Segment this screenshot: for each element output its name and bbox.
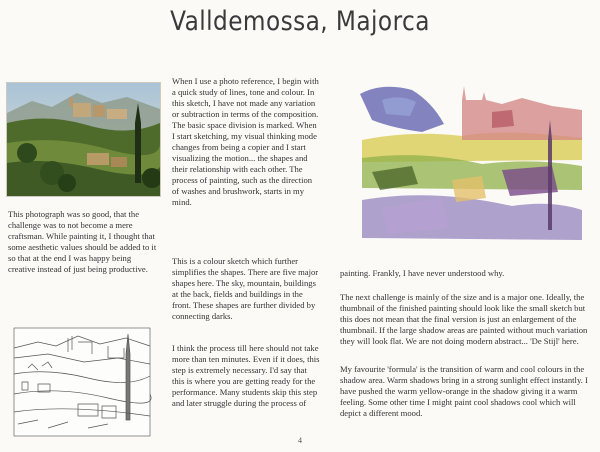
pencil-sketch	[8, 324, 156, 440]
page-number: 4	[298, 436, 302, 445]
watercolour-sketch	[352, 80, 592, 250]
column2-paragraph-1: When I use a photo reference, I begin with a quick study of lines, tone and colour. In this sketch, I have not made any variation or subtraction in terms of the composition. The basic space division is marked. When I start sketching, my visual thinking mode changes from being a copier and I start visualizing the motion... the shapes and their relationship with each other. The process of painting, such as the direction of washes and brushwork, starts in my mind.	[172, 76, 319, 207]
photo-caption: This photograph was so good, that the challenge was to not become a mere craftsman. While painting it, I thought that some aesthetic values should be added to it so that at the end I was happy being creative instead of just being productive.	[8, 209, 157, 274]
column2-paragraph-2: This is a colour sketch which further simplifies the shapes. There are five major shapes here. The sky, mountain, buildings at the back, fields and buildings in the front. These shapes are further divided by connecting darks.	[172, 256, 319, 321]
reference-photograph	[6, 82, 161, 197]
column3-paragraph-3: My favourite 'formula' is the transition of warm and cool colours in the shadow area. Warm shadows bring in a strong sunlight effect instantly. I have pushed the warm yellow-orange in the shadow giving it a warm feeling. Some other time I might paint cool shadows cool which will depict a different mood.	[340, 364, 588, 418]
page-title: Valldemossa, Majorca	[170, 6, 430, 37]
column2-paragraph-3: I think the process till here should not take more than ten minutes. Even if it does, this step is extremely necessary. I'd say that this is where you are getting ready for the performance. Many students skip this step and later struggle during the process of	[172, 343, 320, 408]
column3-paragraph-1: painting. Frankly, I have never understood why.	[340, 268, 505, 278]
column3-paragraph-2: The next challenge is mainly of the size and is a major one. Ideally, the thumbnail of the finished painting should look like the small sketch but this does not mean that the final version is just an enlargement of the thumbnail. If the large shadow areas are painted without much variation they will look flat. We are not doing modern abstract... 'De Stijl' here.	[340, 292, 588, 346]
